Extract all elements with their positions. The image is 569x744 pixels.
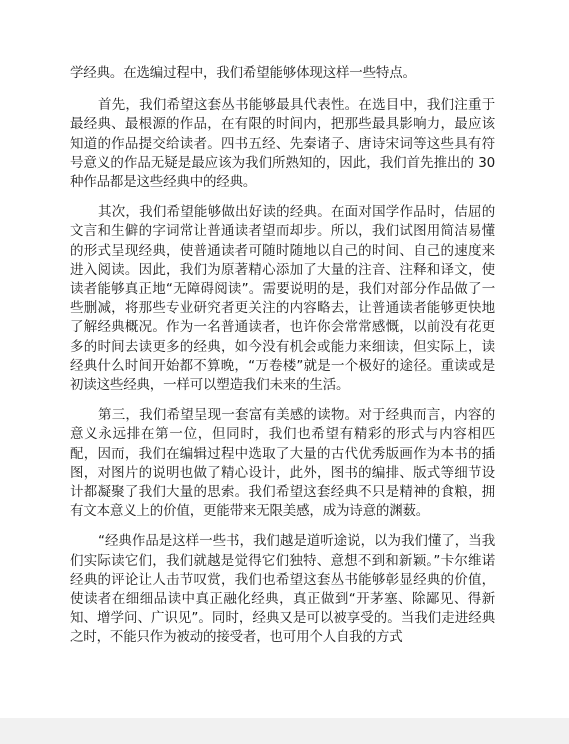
paragraph-3: 其次，我们希望能够做出好读的经典。在面对国学作品时，佶屈的文言和生僻的字词常让普通读者望而却步。所以，我们试图用简洁易懂的形式呈现经典，使普通读者可随时随地以自己的时间、自己的速度来进入阅读。因此，我们为原著精心添加了大量的注音、注释和译文，使读者能够真正地“无障碍阅读”。需要说明的是，我们对部分作品做了一些删减，将那些专业研究者更关注的内容略去，让普通读者能够更快地了解经典概况。作为一名普通读者，也许你会常常感慨，以前没有花更多的时间去读更多的经典，如今没有机会或能力来细读，但实际上，读经典什么时间开始都不算晚，“万卷楼”就是一个极好的途径。重读或是初读这些经典，一样可以塑造我们未来的生活。 <box>70 204 495 394</box>
paragraph-2: 首先，我们希望这套丛书能够最具代表性。在选目中，我们注重于最经典、最根源的作品，在有限的时间内，把那些最具影响力，最应该知道的作品提交给读者。四书五经、先秦诸子、唐诗宋词等这些具有符号意义的作品无疑是最应该为我们所熟知的，因此，我们首先推出的 30 种作品都是这些经典中的经典。 <box>70 97 495 191</box>
paragraph-4: 第三，我们希望呈现一套富有美感的读物。对于经典而言，内容的意义永远排在第一位，但同时，我们也希望有精彩的形式与内容相匹配，因而，我们在编辑过程中选取了大量的古代优秀版画作为本书的插图，对图片的说明也做了精心设计，此外，图书的编排、版式等细节设计都凝聚了我们大量的思索。我们希望这套经典不只是精神的食粮，拥有文本意义上的价值，更能带来无限美感，成为诗意的渊薮。 <box>70 407 495 520</box>
paragraph-1: 学经典。在选编过程中，我们希望能够体现这样一些特点。 <box>70 65 416 81</box>
viewer-bottom-band <box>0 718 569 744</box>
paragraph-5: “经典作品是这样一些书，我们越是道听途说，以为我们懂了，当我们实际读它们，我们就越是觉得它们独特、意想不到和新颖。”卡尔维诺经典的评论让人击节叹赏，我们也希望这套丛书能够彰显经典的价值，使读者在细细品读中真正融化经典，真正做到“开茅塞、除鄙见、得新知、增学问、广识见”。同时，经典又是可以被享受的。当我们走进经典之时，不能只作为被动的接受者，也可用个人自我的方式 <box>70 533 495 646</box>
